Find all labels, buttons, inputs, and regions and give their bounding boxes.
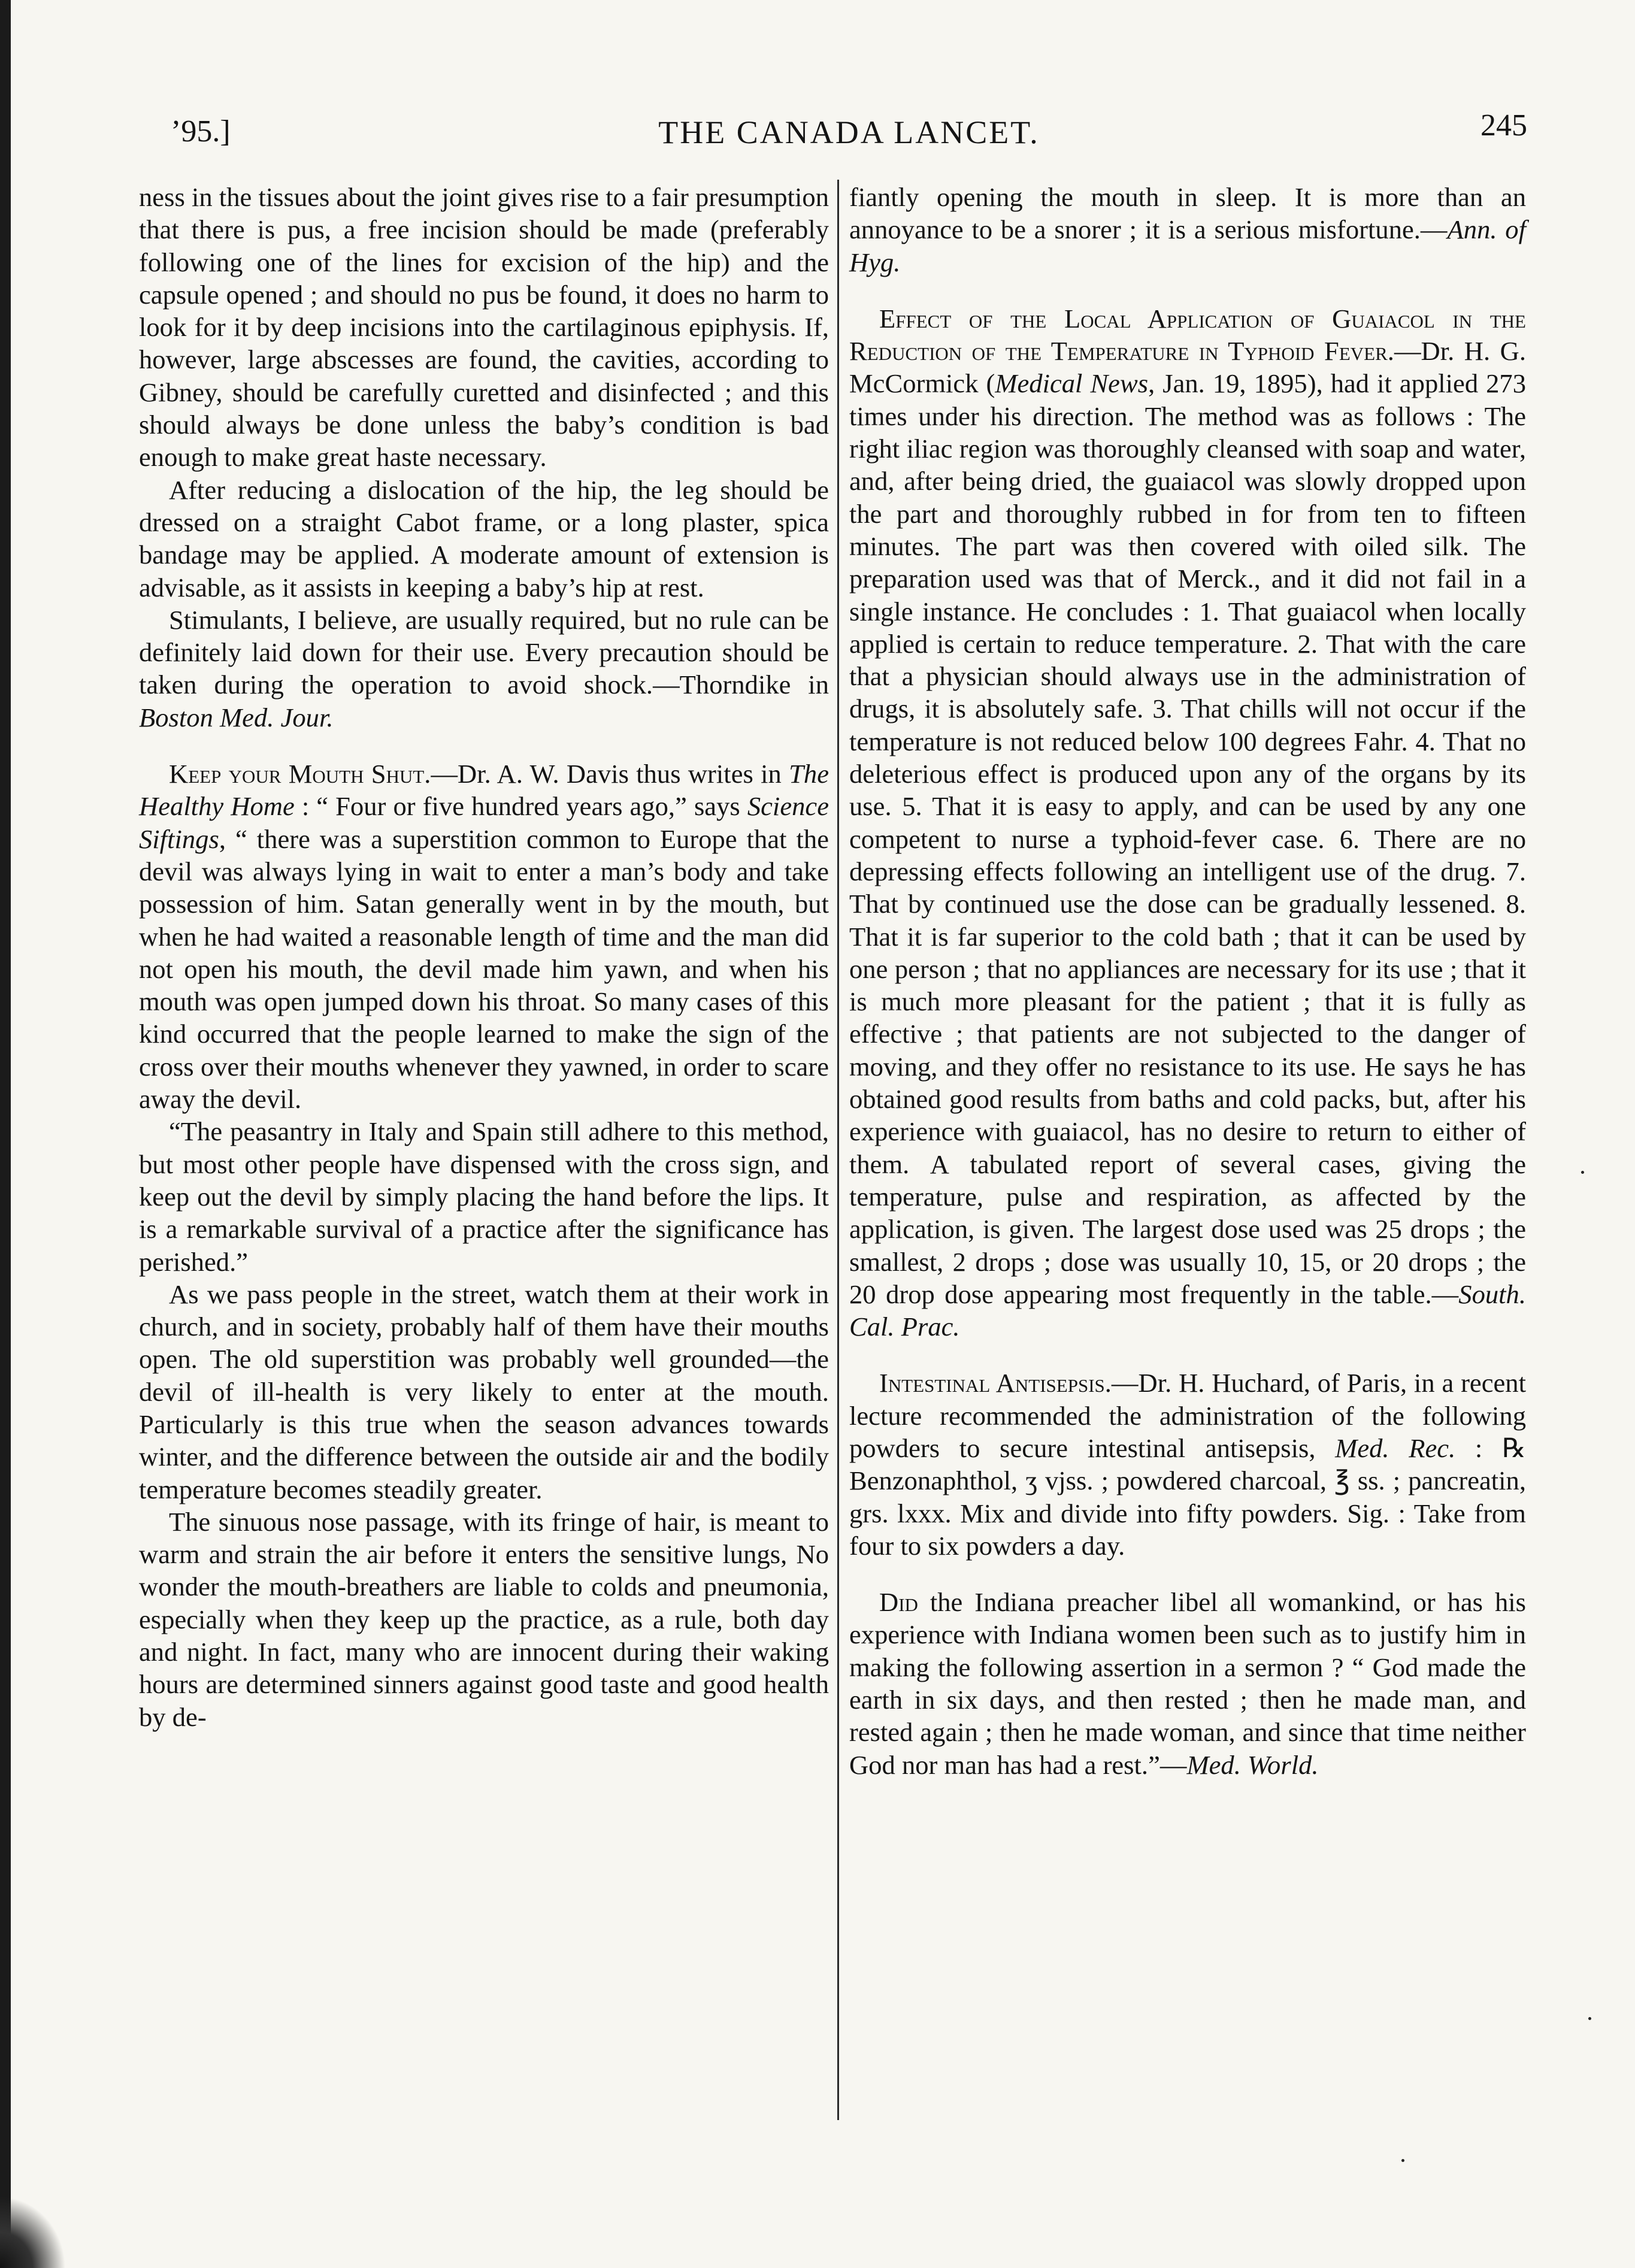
left-column xyxy=(139,181,829,1733)
paragraph: fiantly opening the mouth in sleep. It is more than an annoyance to be a snorer ; it is a serious misfortune.—Ann. of Hyg. xyxy=(849,182,1526,277)
citation: Medical News xyxy=(995,368,1149,399)
article-heading: Did xyxy=(879,1587,918,1618)
scan-corner-smudge xyxy=(0,2196,66,2268)
article-heading: Keep your Mouth Shut. xyxy=(169,759,431,789)
citation: Science Siftings xyxy=(139,791,829,854)
paragraph: The sinuous nose passage, with its fringe of hair, is meant to warm and strain the air before it enters the sensitive lungs, No wonder the mouth-breathers are liable to colds and pneumonia, especially when they keep up the practice, as a rule, both day and night. In fact, many who are innocent during their waking hours are determined sinners against good taste and good health by de- xyxy=(139,1506,829,1732)
paragraph: “The peasantry in Italy and Spain still adhere to this method, but most other people have dispensed with the cross sign, and keep out the devil by simply placing the hand before the lips. It is a remarkable survival of a practice after the significance has perished.” xyxy=(139,1116,829,1277)
scan-speck xyxy=(1581,1171,1584,1174)
page-number: 245 xyxy=(1480,108,1527,143)
article-keep-mouth-shut: Keep your Mouth Shut.—Dr. A. W. Davis thus writes in The Healthy Home : “ Four or five hundred years ago,” says Science Siftings, “ there was a superstition common to Europe that the devil was always lying in wait to enter a man’s body and take possession of him. Satan generally went in by the mouth, but when he had waited a reasonable length of time and the man did not open his mouth, the devil made him yawn, and when his mouth was open jumped down his throat. So many cases of this kind occurred that the people learned to make the sign of the cross over their mouths whenever they yawned, in order to scare away the devil. xyxy=(139,759,829,1115)
scan-speck xyxy=(1401,2159,1404,2162)
scan-left-edge xyxy=(0,0,11,2268)
running-header xyxy=(171,108,1527,156)
paragraph: Stimulants, I believe, are usually required, but no rule can be definitely laid down for their use. Every precaution should be taken during the operation to avoid shock.—Thorndike in Boston Med. Jour. xyxy=(139,604,829,732)
scan-speck xyxy=(1588,2017,1591,2020)
paragraph: As we pass people in the street, watch them at their work in church, and in society, probably half of them have their mouths open. The old superstition was probably well grounded—the devil of ill-health is very likely to enter at the mouth. Particularly is this true when the season advances towards winter, and the difference between the outside air and the bodily temperature becomes steadily greater. xyxy=(139,1279,829,1504)
citation: Med. Rec. xyxy=(1335,1433,1456,1463)
article-intestinal-antisepsis: Intestinal Antisepsis.—Dr. H. Huchard, of Paris, in a recent lecture recommended the administration of the following powders to secure intestinal antisepsis, Med. Rec. : ℞ Benzonaphthol, ʒ vjss. ; powdered charcoal, ℥ ss. ; pancreatin, grs. lxxx. Mix and divide into fifty powders. Sig. : Take from four to six powders a day. xyxy=(849,1368,1526,1561)
article-indiana-preacher: Did the Indiana preacher libel all womankind, or has his experience with Indiana women been such as to justify him in making the following assertion in a sermon ? “ God made the earth in six days, and then rested ; then he made man, and rested again ; then he made woman, and since that time neither God nor man has had a rest.”—Med. World. xyxy=(849,1587,1526,1780)
paragraph: After reducing a dislocation of the hip, the leg should be dressed on a straight Cabot frame, or a long plaster, spica bandage may be applied. A moderate amount of extension is advisable, as it assists in keeping a baby’s hip at rest. xyxy=(139,474,829,602)
column-rule xyxy=(837,180,839,2120)
citation: Med. World. xyxy=(1186,1749,1319,1780)
article-heading: Intestinal Antisepsis. xyxy=(879,1368,1112,1398)
header-year: ’95.] xyxy=(171,114,231,149)
citation: The Healthy Home xyxy=(139,759,829,822)
citation: South. Cal. Prac. xyxy=(849,1279,1526,1342)
article-heading: Effect of the Local Application of Guaiacol in the Reduction of the Temperature in Typhoid Fever. xyxy=(849,303,1526,367)
paragraph: ness in the tissues about the joint gives rise to a fair presumption that there is pus, a free incision should be made (preferably following one of the lines for excision of the hip) and the capsule opened ; and should no pus be found, it does no harm to look for it by deep incisions into the cartilaginous epiphysis. If, however, large abscesses are found, the cavities, according to Gibney, should be carefully curetted and disinfected ; and this should always be done unless the baby’s condition is bad enough to make great haste necessary. xyxy=(139,182,829,473)
article-guaiacol: Effect of the Local Application of Guaiacol in the Reduction of the Temperature in Typhoid Fever.—Dr. H. G. McCormick (Medical News, Jan. 19, 1895), had it applied 273 times under his direction. The method was as follows : The right iliac region was thoroughly cleansed with soap and water, and, after being dried, the guaiacol was slowly dropped upon the part and thoroughly rubbed in for from ten to fifteen minutes. The part was then covered with oiled silk. The preparation used was that of Merck., and it did not fail in a single instance. He concludes : 1. That guaiacol when locally applied is certain to reduce temperature. 2. That with the care that a physician should always use in the administration of drugs, it is absolutely safe. 3. That chills will not occur if the temperature is not reduced below 100 degrees Fahr. 4. That no deleterious effect is produced upon any of the organs by its use. 5. That it is easy to apply, and can be used by any one competent to nurse a typhoid-fever case. 6. There are no depressing effects following an intelligent use of the drug. 7. That by continued use the dose can be gradually lessened. 8. That it is far superior to the cold bath ; that it can be used by one person ; that no appliances are necessary for its use ; that it is much more pleasant for the patient ; that it is fully as effective ; that patients are not subjected to the danger of moving, and they offer no resistance to its use. He says he has obtained good results from baths and cold packs, but, after his experience with guaiacol, has no desire to return to either of them. A tabulated report of several cases, giving the temperature, pulse and respiration, as affected by the application, is given. The largest dose used was 25 drops ; the smallest, 2 drops ; dose was usually 10, 15, or 20 drops ; the 20 drop dose appearing most frequently in the table.—South. Cal. Prac. xyxy=(849,303,1526,1342)
citation: Ann. of Hyg. xyxy=(849,214,1526,277)
right-column xyxy=(849,181,1526,1781)
journal-title: THE CANADA LANCET. xyxy=(658,114,1040,150)
citation: Boston Med. Jour. xyxy=(139,702,334,732)
